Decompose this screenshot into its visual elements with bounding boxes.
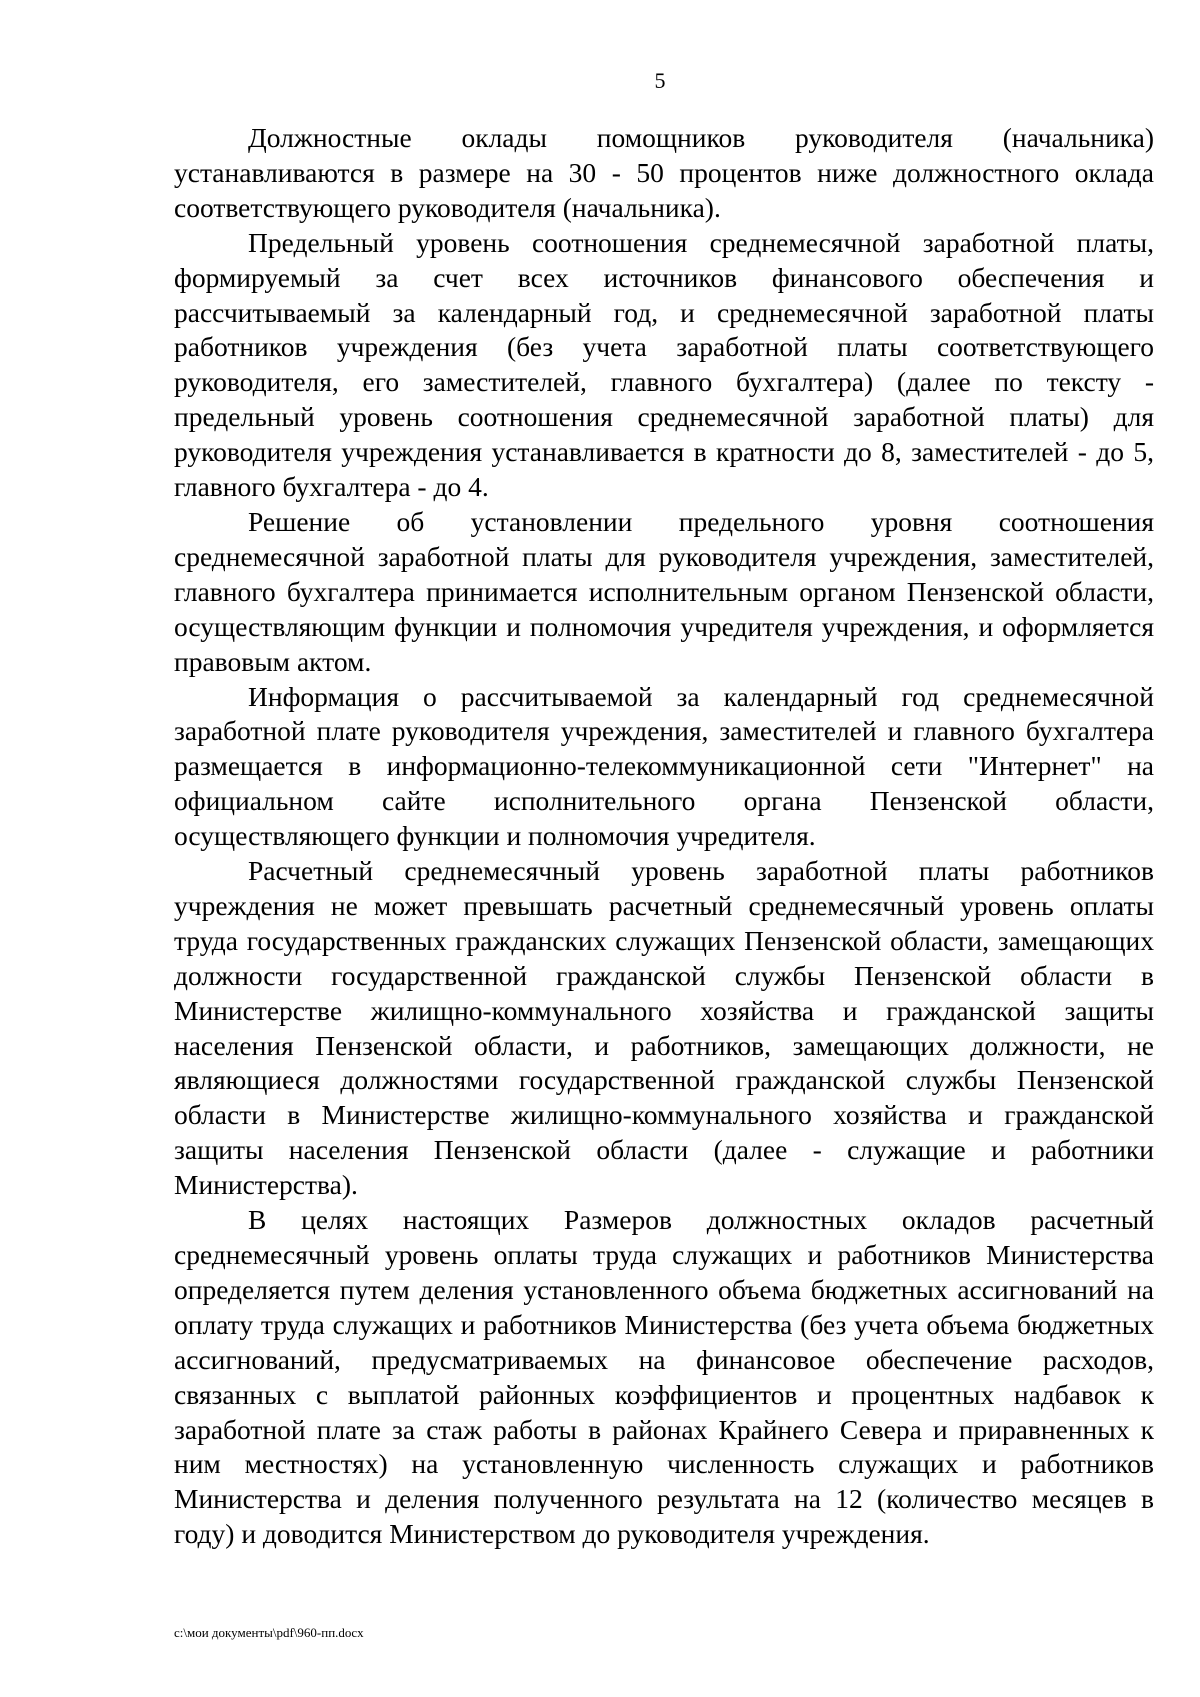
paragraph-salary-information: Информация о рассчитываемой за календарный год среднемесячной заработной плате руководителя учреждения, заместителей и главного бухгалтера размещается в информационно-телекоммуникационной сети "Интернет" на официальном сайте исполнительного органа Пензенской области, осуществляющего функции и полномочия учредителя. bbox=[174, 680, 1154, 852]
file-path-footer: c:\мои документы\pdf\960-пп.docx bbox=[174, 1625, 364, 1640]
page-number: 5 bbox=[654, 68, 666, 93]
paragraph-ratio-decision: Решение об установлении предельного уровня соотношения среднемесячной заработной платы для руководителя учреждения, заместителей, главного бухгалтера принимается исполнительным органом Пензенской области, осуществляющим функции и полномочия учредителя учреждения, и оформляется правовым актом. bbox=[174, 505, 1154, 677]
paragraph-calculation-method: В целях настоящих Размеров должностных окладов расчетный среднемесячный уровень оплаты труда служащих и работников Министерства определяется путем деления установленного объема бюджетных ассигнований на оплату труда служащих и работников Министерства (без учета объема бюджетных ассигнований, предусматриваемых на финансовое обеспечение расходов, связанных с выплатой районных коэффициентов и процентных надбавок к заработной плате за стаж работы в районах Крайнего Севера и приравненных к ним местностях) на установленную численность служащих и работников Министерства и деления полученного результата на 12 (количество месяцев в году) и доводится Министерством до руководителя учреждения. bbox=[174, 1204, 1154, 1550]
paragraph-salary-ratio-limit: Предельный уровень соотношения среднемесячной заработной платы, формируемый за счет всех источников финансового обеспечения и рассчитываемый за календарный год, и среднемесячной заработной платы работников учреждения (без учета заработной платы соответствующего руководителя, его заместителей, главного бухгалтера) (далее по тексту - предельный уровень соотношения среднемесячной заработной платы) для руководителя учреждения устанавливается в кратности до 8, заместителей - до 5, главного бухгалтера - до 4. bbox=[174, 226, 1154, 503]
paragraph-average-salary-level: Расчетный среднемесячный уровень заработной платы работников учреждения не может превышать расчетный среднемесячный уровень оплаты труда государственных гражданских служащих Пензенской области, замещающих должности государственной гражданской службы Пензенской области в Министерстве жилищно-коммунального хозяйства и гражданской защиты населения Пензенской области, и работников, замещающих должности, не являющиеся должностями государственной гражданской службы Пензенской области в Министерстве жилищно-коммунального хозяйства и гражданской защиты населения Пензенской области (далее - служащие и работники Министерства). bbox=[174, 855, 1154, 1201]
paragraph-assistant-salaries: Должностные оклады помощников руководителя (начальника) устанавливаются в размере на 30 - 50 процентов ниже должностного оклада соответствующего руководителя (начальника). bbox=[174, 122, 1154, 223]
document-body bbox=[174, 121, 1154, 1552]
